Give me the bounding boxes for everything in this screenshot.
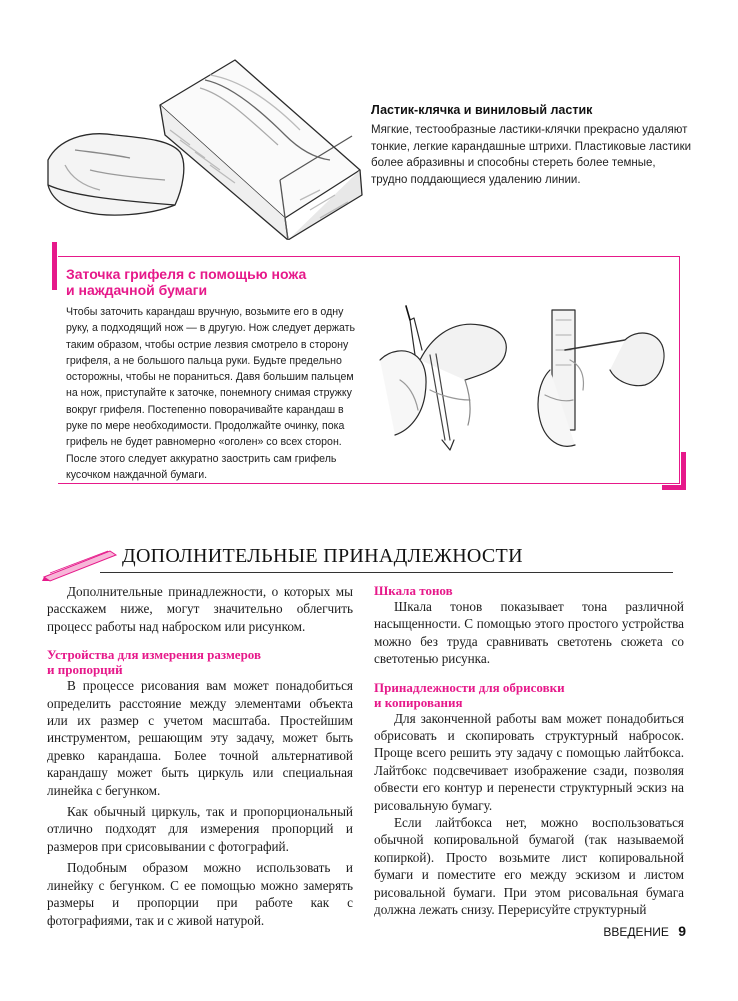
scale-paragraph: Шкала тонов показывает тона различной насыщенности. С помощью этого простого устройства можно без труда сравнивать светотень сюжета со светотенью рисунка. xyxy=(374,599,684,667)
hands-sharpening-illustration xyxy=(370,300,670,460)
trace-paragraph-2: Если лайтбокса нет, можно воспользоваться обычной копировальной бумагой (так называемой копиркой). Просто возьмите лист копировальной бумаги и поместите его между эскизом и листом рисовальной бумаги. При этом рисовальная бумага должна лежать снизу. Перерисуйте структурный xyxy=(374,815,684,918)
section-title: ДОПОЛНИТЕЛЬНЫЕ ПРИНАДЛЕЖНОСТИ xyxy=(122,545,523,567)
measure-heading-line1: Устройства для измерения размеров xyxy=(47,647,261,663)
measure-heading-line2: и пропорций xyxy=(47,662,123,678)
scale-heading: Шкала тонов xyxy=(374,583,453,598)
eraser-illustration xyxy=(30,40,375,240)
measure-paragraph-1: В процессе рисования вам может понадобиться определить расстояние между элементами объекта или их размер с учетом масштаба. Простейшим инструментом, решающим эту задачу, может быть древко карандаша. Более точной альтернативой карандашу может быть циркуль или специальная линейка с бегунком. xyxy=(47,678,353,798)
footer-section-name: ВВЕДЕНИЕ xyxy=(603,925,669,939)
eraser-caption-body: Мягкие, тестообразные ластики-клячки прекрасно удаляют тонкие, легкие карандашные штрихи. Пластиковые ластики более абразивны и способны стереть более темные, трудно поддающиеся удалению линии. xyxy=(371,124,692,186)
eraser-caption-title: Ластик-клячка и виниловый ластик xyxy=(371,103,593,117)
left-column xyxy=(47,583,353,929)
measure-paragraph-3: Подобным образом можно использовать и линейку с бегунком. С ее помощью можно замерять размеры и пропорции при работе как с фотографиями, так и с живой натурой. xyxy=(47,860,353,928)
trace-heading-line2: и копирования xyxy=(374,694,463,710)
right-column xyxy=(374,583,684,919)
sidebar-title-line2: и наждачной бумаги xyxy=(66,282,208,298)
pencil-icon xyxy=(40,545,120,585)
sidebar-title xyxy=(66,266,366,298)
sidebar-title-line1: Заточка грифеля с помощью ножа xyxy=(66,266,307,282)
sidebar-corner-accent xyxy=(52,242,57,290)
sidebar-body: Чтобы заточить карандаш вручную, возьмите его в одну руку, а подходящий нож — в другую. Нож следует держать таким образом, чтобы острие лезвия смотрело в сторону грифеля, а не большого пальца руки. Будьте предельно осторожны, чтобы не пораниться. Давя большим пальцем на нож, приступайте к заточке, понемногу снимая стружку вокруг грифеля. Постепенно поворачивайте карандаш в руке по мере необходимости. Продолжайте очинку, пока грифель не будет равномерно «оголен» со всех сторон. После этого следует аккуратно заострить сам грифель кусочком наждачной бумаги. xyxy=(66,306,355,481)
section-heading xyxy=(40,545,710,585)
intro-paragraph: Дополнительные принадлежности, о которых мы расскажем ниже, могут значительно облегчить процесс работы над наброском или рисунком. xyxy=(47,584,353,634)
measure-paragraph-2: Как обычный циркуль, так и пропорциональный отлично подходят для измерения пропорций и размеров при срисовывании с фотографий. xyxy=(47,804,353,854)
page-number: 9 xyxy=(678,923,686,939)
measure-heading xyxy=(47,647,353,677)
trace-heading xyxy=(374,680,684,710)
section-divider xyxy=(100,572,673,573)
page-footer xyxy=(603,923,686,939)
sidebar-corner-accent-bottom-h xyxy=(662,485,686,490)
trace-paragraph-1: Для законченной работы вам может понадобиться обрисовать и скопировать структурный набросок. Проще всего решить эту задачу с помощью лайтбокса. Лайтбокс подсвечивает изображение сзади, позволяя обвести его контур и перенести структурный эскиз на рисовальную бумагу. xyxy=(374,710,684,813)
trace-heading-line1: Принадлежности для обрисовки xyxy=(374,679,565,695)
eraser-caption xyxy=(371,103,693,188)
